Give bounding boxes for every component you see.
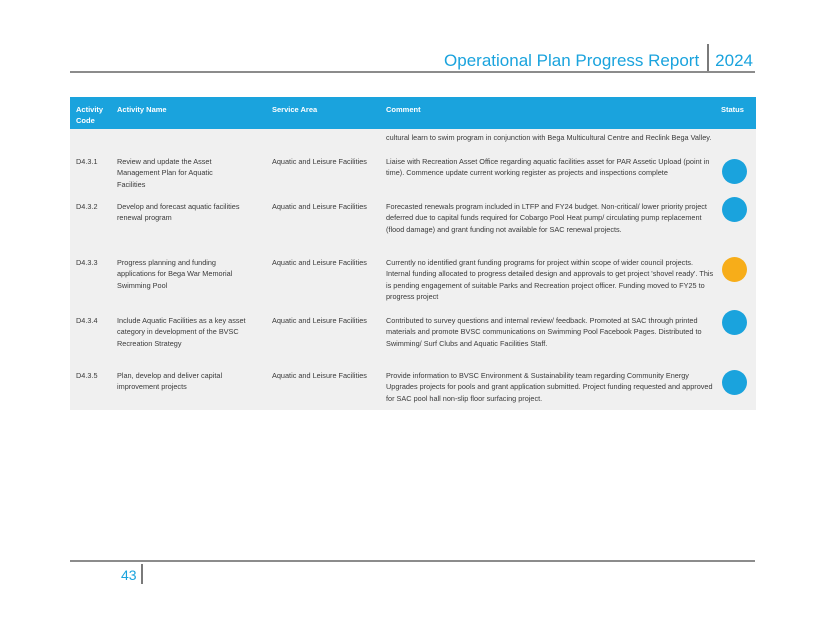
comment: Contributed to survey questions and internal review/ feedback. Promoted at SAC through printed materials and promote BVSC communications on Swimming Pool Facebook Pages. Distributed to Swimming/ Surf Clubs and Aquatic Facilities Staff. xyxy=(386,316,702,348)
activity-name: Develop and forecast aquatic facilities renewal program xyxy=(117,202,240,223)
col-activity-name: Activity Name xyxy=(117,105,167,114)
status-indicator xyxy=(722,370,747,395)
comment: Forecasted renewals program included in LTFP and FY24 budget. Non-critical/ lower priority project deferred due to capital funds required for Cobargo Pool Heat pump/ circulating pump replacement (flood damage) and grant funding not available for SAC renewal projects. xyxy=(386,202,707,234)
page-number-divider xyxy=(141,564,143,584)
service-area: Aquatic and Leisure Facilities xyxy=(272,371,367,380)
activity-name: Include Aquatic Facilities as a key asset category in development of the BVSC Recreation Strategy xyxy=(117,316,246,348)
table-header xyxy=(70,97,756,129)
table-row xyxy=(70,370,756,406)
progress-table xyxy=(70,97,756,410)
activity-name: Review and update the Asset Management Plan for Aquatic Facilities xyxy=(117,157,213,189)
comment: Liaise with Recreation Asset Office regarding aquatic facilities asset for PAR Assetic Upload (point in time). Commence update current working register as projects and inspections complete xyxy=(386,157,710,178)
service-area: Aquatic and Leisure Facilities xyxy=(272,316,367,325)
activity-code: D4.3.3 xyxy=(76,258,98,267)
comment: Currently no identified grant funding programs for project within scope of wider council projects. Internal funding allocated to progress detailed design and approvals to get project 'shovel ready'. This is pending engagement of suitable Parks and Recreation project officer. Funding moved to FY25 to progress project xyxy=(386,258,714,302)
page-number: 43 xyxy=(121,567,137,583)
col-service-area: Service Area xyxy=(272,105,318,114)
col-status: Status xyxy=(721,105,744,114)
activity-code: D4.3.4 xyxy=(76,316,98,325)
activity-code: D4.3.2 xyxy=(76,202,98,211)
footer-rule xyxy=(70,560,755,562)
header-divider xyxy=(707,44,709,72)
activity-name: Progress planning and funding applications for Bega War Memorial Swimming Pool xyxy=(117,258,233,290)
report-title: Operational Plan Progress Report xyxy=(444,51,700,70)
status-indicator xyxy=(722,159,747,184)
col-comment: Comment xyxy=(386,105,421,114)
table-row xyxy=(70,315,756,370)
status-indicator xyxy=(722,310,747,335)
activity-code: D4.3.1 xyxy=(76,157,98,166)
col-activity-code: Activity Code xyxy=(76,105,104,125)
continuation-comment: cultural learn to swim program in conjunction with Bega Multicultural Centre and Reclink Bega Valley. xyxy=(386,133,712,142)
table-row xyxy=(70,257,756,315)
activity-code: D4.3.5 xyxy=(76,371,98,380)
header-rule xyxy=(70,71,755,73)
status-indicator xyxy=(722,197,747,222)
report-year: 2024 xyxy=(715,51,753,70)
service-area: Aquatic and Leisure Facilities xyxy=(272,202,367,211)
service-area: Aquatic and Leisure Facilities xyxy=(272,258,367,267)
table-body xyxy=(70,129,756,410)
table-row xyxy=(70,156,756,201)
activity-name: Plan, develop and deliver capital improvement projects xyxy=(117,371,223,392)
table-row xyxy=(70,201,756,257)
comment: Provide information to BVSC Environment & Sustainability team regarding Community Energy Upgrades projects for pools and grant application submitted. Project funding requested and approved for SAC pool hall non-slip floor surfacing project. xyxy=(386,371,713,403)
table-row-continuation xyxy=(70,129,756,156)
report-header xyxy=(444,44,753,72)
service-area: Aquatic and Leisure Facilities xyxy=(272,157,367,166)
status-indicator xyxy=(722,257,747,282)
